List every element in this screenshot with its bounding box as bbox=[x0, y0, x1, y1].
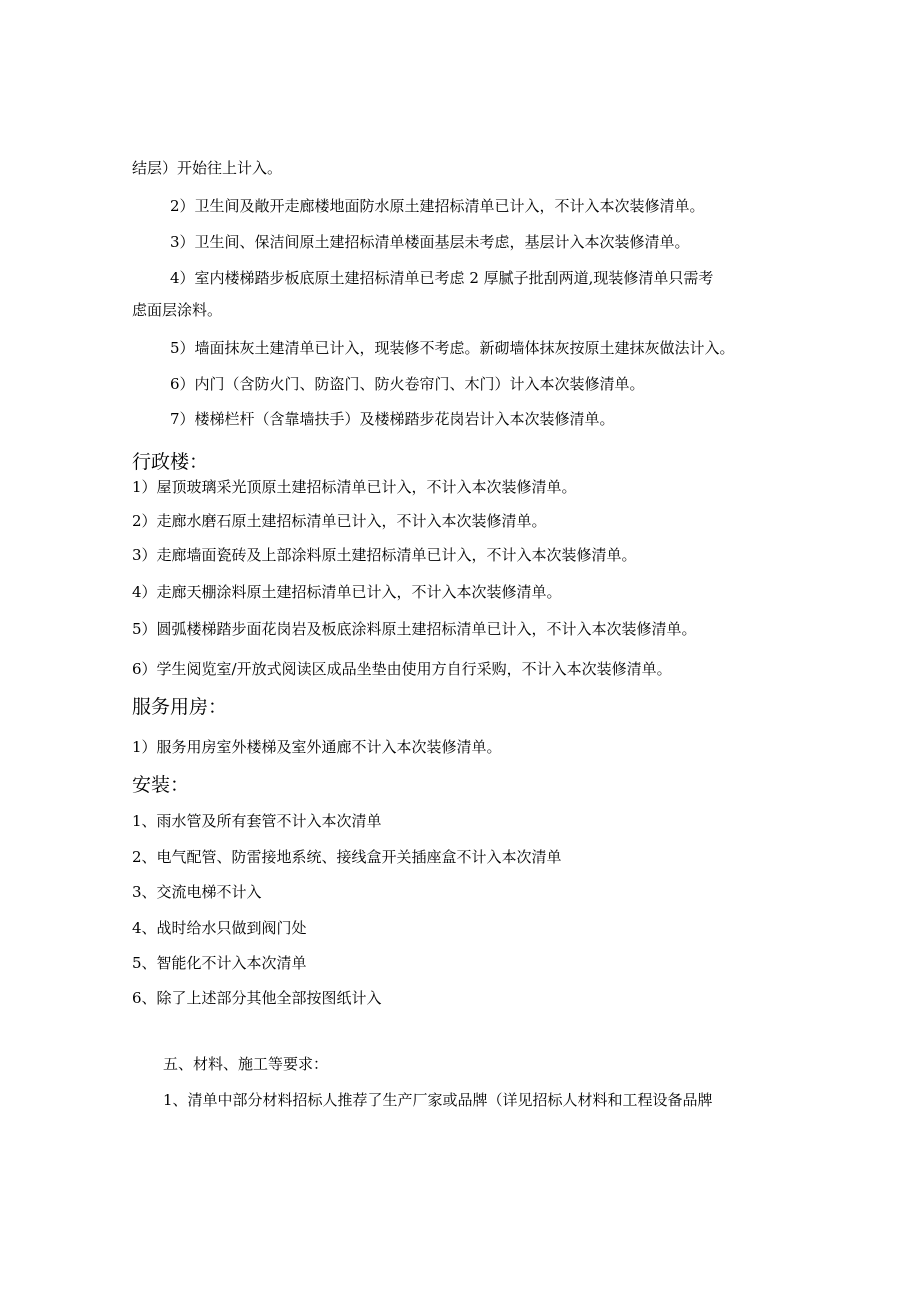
tujian-item-2: 2）卫生间及敞开走廊楼地面防水原土建招标清单已计入，不计入本次装修清单。 bbox=[170, 197, 705, 215]
xingzheng-item-2: 2）走廊水磨石原土建招标清单已计入，不计入本次装修清单。 bbox=[132, 512, 547, 530]
xingzheng-item-4: 4）走廊天棚涂料原土建招标清单已计入，不计入本次装修清单。 bbox=[132, 583, 562, 601]
tujian-item-4-continued: 虑面层涂料。 bbox=[132, 301, 223, 319]
anzhuang-item-4: 4、战时给水只做到阀门处 bbox=[132, 919, 307, 937]
section-heading-materials: 五、材料、施工等要求： bbox=[163, 1055, 329, 1073]
anzhuang-item-5: 5、智能化不计入本次清单 bbox=[132, 954, 307, 972]
xingzheng-item-3: 3）走廊墙面瓷砖及上部涂料原土建招标清单已计入，不计入本次装修清单。 bbox=[132, 546, 637, 564]
paragraph-continued: 结层）开始往上计入。 bbox=[132, 159, 283, 177]
xingzheng-item-1: 1）屋顶玻璃采光顶原土建招标清单已计入，不计入本次装修清单。 bbox=[132, 478, 577, 496]
xingzheng-item-5: 5）圆弧楼梯踏步面花岗岩及板底涂料原土建招标清单已计入，不计入本次装修清单。 bbox=[132, 620, 697, 638]
tujian-item-5: 5）墙面抹灰土建清单已计入，现装修不考虑。新砌墙体抹灰按原土建抹灰做法计入。 bbox=[170, 339, 735, 357]
anzhuang-item-3: 3、交流电梯不计入 bbox=[132, 883, 262, 901]
tujian-item-7: 7）楼梯栏杆（含靠墙扶手）及楼梯踏步花岗岩计入本次装修清单。 bbox=[170, 410, 615, 428]
section-heading-anzhuang: 安装： bbox=[132, 774, 190, 796]
anzhuang-item-2: 2、电气配管、防雷接地系统、接线盒开关插座盒不计入本次清单 bbox=[132, 848, 562, 866]
tujian-item-4: 4）室内楼梯踏步板底原土建招标清单已考虑 2 厚腻子批刮两道,现装修清单只需考 bbox=[170, 269, 714, 287]
section-heading-fuwu: 服务用房： bbox=[132, 696, 228, 718]
tujian-item-6: 6）内门（含防火门、防盗门、防火卷帘门、木门）计入本次装修清单。 bbox=[170, 375, 645, 393]
anzhuang-item-1: 1、雨水管及所有套管不计入本次清单 bbox=[132, 812, 382, 830]
anzhuang-item-6: 6、除了上述部分其他全部按图纸计入 bbox=[132, 989, 382, 1007]
xingzheng-item-6: 6）学生阅览室/开放式阅读区成品坐垫由使用方自行采购，不计入本次装修清单。 bbox=[132, 660, 672, 678]
section-heading-xingzheng: 行政楼： bbox=[132, 451, 209, 473]
fuwu-item-1: 1）服务用房室外楼梯及室外通廊不计入本次装修清单。 bbox=[132, 738, 502, 756]
tujian-item-3: 3）卫生间、保洁间原土建招标清单楼面基层未考虑，基层计入本次装修清单。 bbox=[170, 233, 690, 251]
materials-item-1: 1、清单中部分材料招标人推荐了生产厂家或品牌（详见招标人材料和工程设备品牌 bbox=[163, 1091, 713, 1109]
